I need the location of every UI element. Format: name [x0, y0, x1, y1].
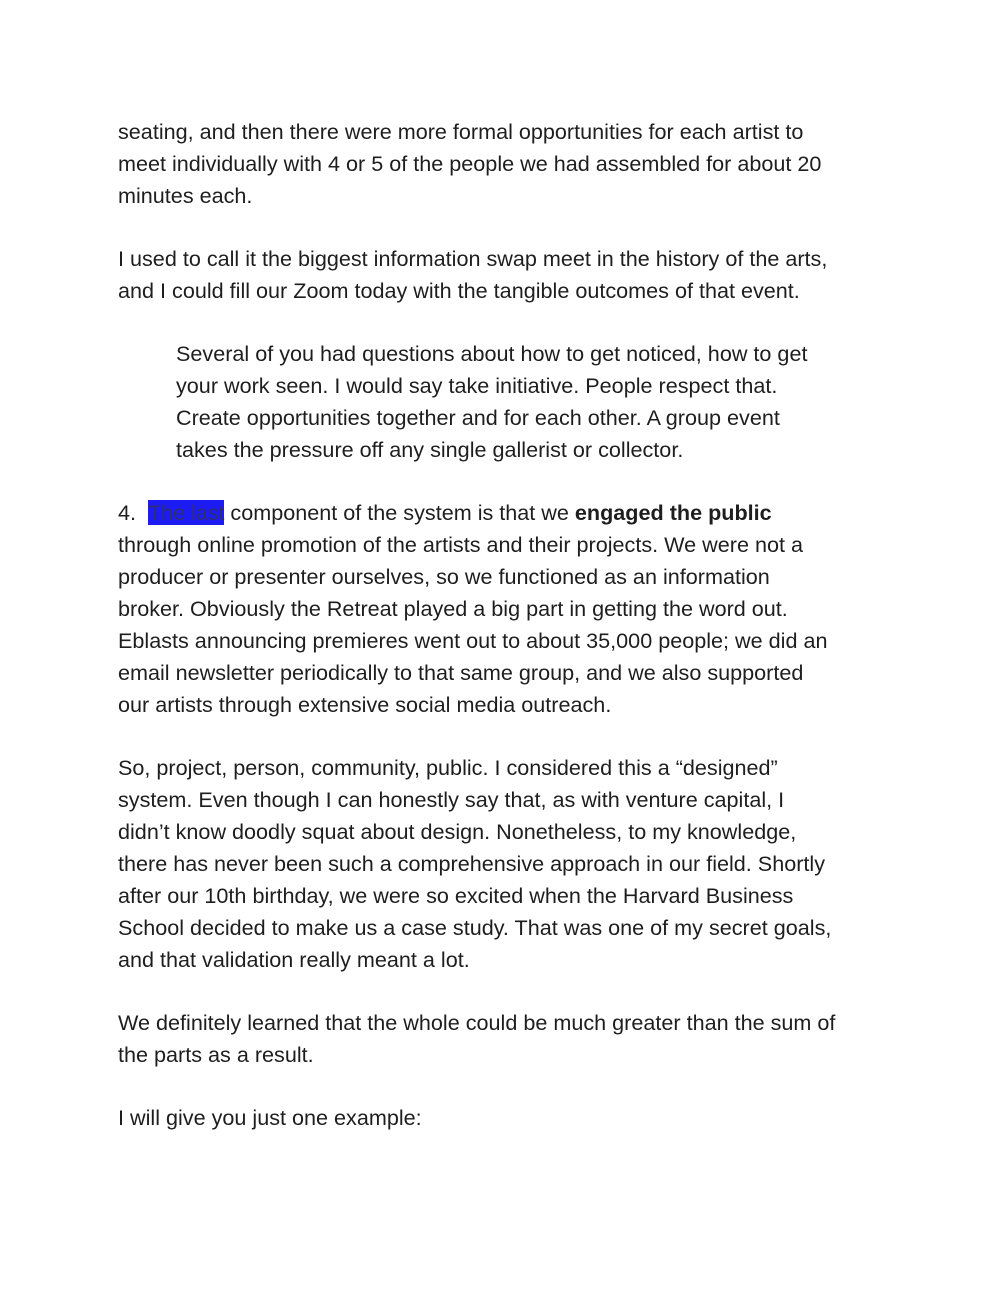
text-line: our artists through extensive social media outreach.: [118, 692, 612, 717]
text-span: component of the system is that we: [224, 500, 575, 525]
text-line: and I could fill our Zoom today with the tangible outcomes of that event.: [118, 278, 800, 303]
text-line: producer or presenter ourselves, so we functioned as an information: [118, 564, 770, 589]
paragraph-point-4: [118, 497, 918, 721]
document-body: [118, 116, 918, 1165]
paragraph-designed-system: [118, 752, 918, 976]
text-line: I will give you just one example:: [118, 1105, 422, 1130]
text-line: the parts as a result.: [118, 1042, 314, 1067]
text-line: email newsletter periodically to that same group, and we also supported: [118, 660, 804, 685]
highlighted-text[interactable]: The last: [147, 500, 225, 525]
paragraph-example: [118, 1102, 918, 1134]
text-line: takes the pressure off any single gallerist or collector.: [176, 437, 684, 462]
text-line: there has never been such a comprehensive approach in our field. Shortly: [118, 851, 826, 876]
text-line: didn’t know doodly squat about design. Nonetheless, to my knowledge,: [118, 819, 797, 844]
bold-text: engaged the public: [574, 500, 772, 525]
text-line: Create opportunities together and for each other. A group event: [176, 405, 780, 430]
text-line: broker. Obviously the Retreat played a big part in getting the word out.: [118, 596, 788, 621]
text-line: system. Even though I can honestly say that, as with venture capital, I: [118, 787, 785, 812]
text-line: through online promotion of the artists and their projects. We were not a: [118, 532, 803, 557]
text-line: We definitely learned that the whole could be much greater than the sum of: [118, 1010, 836, 1035]
text-line: after our 10th birthday, we were so excited when the Harvard Business: [118, 883, 794, 908]
text-line: seating, and then there were more formal opportunities for each artist to: [118, 119, 804, 144]
text-line: I used to call it the biggest information swap meet in the history of the arts,: [118, 246, 828, 271]
text-line: [118, 497, 918, 529]
text-line: So, project, person, community, public. I considered this a “designed”: [118, 755, 778, 780]
text-line: and that validation really meant a lot.: [118, 947, 470, 972]
text-line: meet individually with 4 or 5 of the people we had assembled for about 20: [118, 151, 822, 176]
text-line: minutes each.: [118, 183, 253, 208]
list-number: 4.: [118, 500, 148, 525]
paragraph-seating: [118, 116, 918, 212]
indented-paragraph-advice: [176, 338, 918, 466]
paragraph-whole-greater: [118, 1007, 918, 1071]
text-line: Several of you had questions about how to get noticed, how to get: [176, 341, 808, 366]
paragraph-swap-meet: [118, 243, 918, 307]
text-line: School decided to make us a case study. That was one of my secret goals,: [118, 915, 832, 940]
text-line: your work seen. I would say take initiative. People respect that.: [176, 373, 778, 398]
text-line: Eblasts announcing premieres went out to about 35,000 people; we did an: [118, 628, 828, 653]
